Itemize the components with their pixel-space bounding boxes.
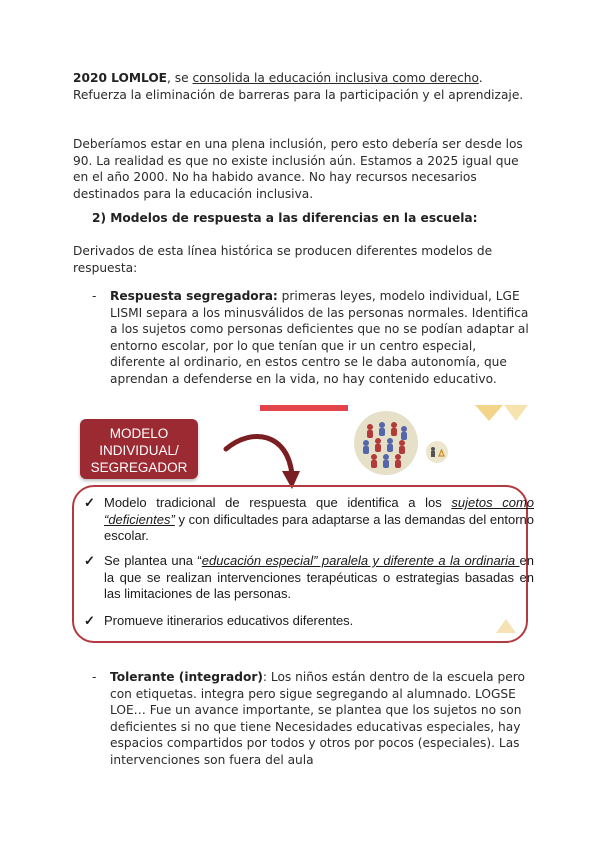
section-heading: 2) Modelos de respuesta a las diferencias en la escuela: (92, 211, 478, 225)
check-icon: ✓ (84, 553, 95, 568)
slide-item-3-text: Promueve itinerarios educativos diferentes. (104, 613, 354, 628)
slide-item-2 (84, 553, 535, 603)
bullet-segregadora-bold: Respuesta segregadora: (110, 289, 278, 303)
bullet-segregadora (92, 288, 532, 398)
red-decoration (260, 405, 348, 411)
bullet-tolerante-bold: Tolerante (integrador) (110, 670, 263, 684)
check-icon: ✓ (84, 495, 95, 510)
yellow-triangle-decoration (475, 405, 503, 421)
slide-item-1-text (104, 495, 534, 545)
curved-arrow-icon (222, 427, 302, 493)
slide-title-line1: MODELO (109, 426, 169, 441)
lomloe-underlined: consolida la educación inclusiva como derecho (192, 71, 479, 85)
paragraph-lomloe (73, 70, 533, 103)
lomloe-rest: . Refuerza la eliminación de barreras para la participación y el aprendizaje. (73, 71, 524, 102)
bullet-segregadora-text (110, 288, 530, 387)
slide-item-3 (84, 613, 520, 631)
slide-item-1-a: Modelo tradicional de respuesta que identifica a los (104, 495, 452, 510)
slide-item-2-underlined: educación especial” paralela y diferente a la ordinaria (201, 553, 520, 568)
paragraph-inclusion: Deberíamos estar en una plena inclusión, pero esto debería ser desde los 90. La realidad es que no existe inclusión aún. Estamos a 2025 igual que en el año 2000. No ha habido avance. No hay recursos necesarios destinados para la educación inclusiva. (73, 137, 523, 201)
paragraph-derivados: Derivados de esta línea histórica se producen diferentes modelos de respuesta: (73, 244, 493, 275)
slide-item-1-underlined: sujetos como “deficientes” (104, 495, 535, 527)
slide-image (72, 405, 535, 645)
lomloe-bold: 2020 LOMLOE (73, 71, 167, 85)
slide-title-box (80, 419, 198, 479)
check-icon: ✓ (84, 613, 95, 628)
bullet-tolerante-text (110, 669, 530, 768)
bullet-segregadora-body: primeras leyes, modelo individual, LGE LISMI separa a los minusválidos de las personas normales. Identifica a los sujetos como personas deficientes que no se podían adaptar al entorno escolar, por lo que tenían que ir un centro especial, diferente al ordinario, en estos centro se le daba autonomía, que aprendan a defenderse en la vida, no hay contenido educativo. (110, 289, 529, 386)
yellow-triangle-decoration-2 (504, 405, 528, 421)
slide-title-line3: SEGREGADOR (90, 460, 188, 475)
slide-item-2-b: en la que se realizan intervenciones terapéuticas o estrategias basadas en las limitaciones de las personas. (104, 553, 535, 601)
lomloe-mid: , se (167, 71, 193, 85)
triangle-decoration (496, 619, 516, 633)
slide-item-1-b: y con dificultades para adaptarse a las demandas del entorno escolar. (104, 511, 534, 543)
slide-title-line2: INDIVIDUAL/ (99, 443, 179, 458)
slide-item-2-text (104, 553, 534, 603)
people-group-icon (354, 411, 418, 475)
bullet-dash: - (92, 670, 97, 684)
slide-item-2-a: Se plantea una “ (104, 553, 202, 568)
small-people-icon (426, 441, 448, 463)
bullet-tolerante-body: : Los niños están dentro de la escuela pero con etiquetas. integra pero sigue segregando al alumnado. LOGSE LOE… Fue un avance importante, se plantea que los sujetos no son deficientes si no que tiene Necesidades educativas especiales, hay espacios compartidos por todos y otros por pocos (especiales). Las intervenciones son fuera del aula (110, 670, 525, 767)
bullet-tolerante (92, 669, 532, 769)
slide-item-1 (84, 495, 535, 545)
bullet-dash: - (92, 289, 97, 303)
